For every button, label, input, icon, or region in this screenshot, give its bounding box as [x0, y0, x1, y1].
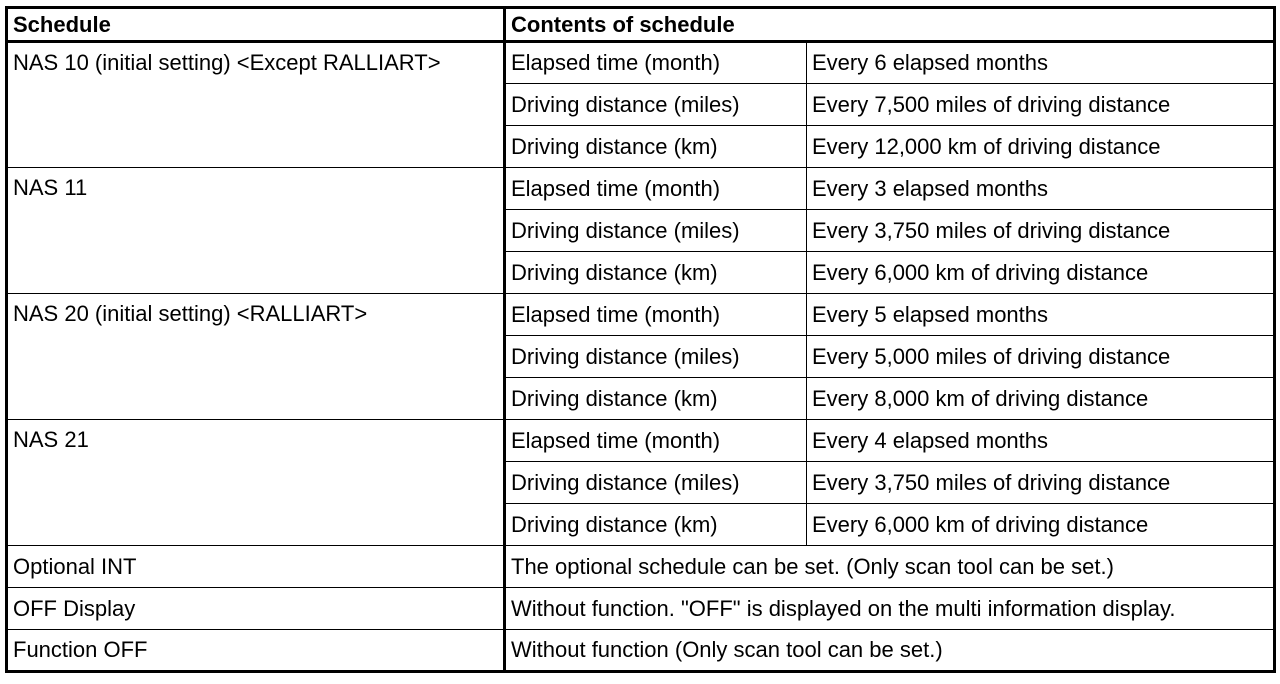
schedule-item-cell: Driving distance (miles)	[505, 336, 807, 378]
table-header-row	[7, 8, 1275, 42]
schedule-item-cell: Driving distance (km)	[505, 252, 807, 294]
schedule-item-cell: Driving distance (miles)	[505, 84, 807, 126]
schedule-value-cell: Every 7,500 miles of driving distance	[807, 84, 1275, 126]
table-row	[7, 630, 1275, 672]
schedule-item-cell: Elapsed time (month)	[505, 42, 807, 84]
schedule-item-cell: Driving distance (km)	[505, 504, 807, 546]
schedule-value-cell: Every 4 elapsed months	[807, 420, 1275, 462]
schedule-name-cell: Function OFF	[7, 630, 505, 672]
schedule-name-cell: NAS 20 (initial setting) <RALLIART>	[7, 294, 505, 420]
schedule-item-cell: Driving distance (km)	[505, 126, 807, 168]
schedule-item-cell: Driving distance (km)	[505, 378, 807, 420]
schedule-column-header: Schedule	[7, 8, 505, 42]
schedule-value-cell: Every 3,750 miles of driving distance	[807, 210, 1275, 252]
schedule-name-cell: NAS 21	[7, 420, 505, 546]
schedule-name-cell: OFF Display	[7, 588, 505, 630]
schedule-value-cell: Every 12,000 km of driving distance	[807, 126, 1275, 168]
table-row	[7, 294, 1275, 336]
schedule-item-cell: Elapsed time (month)	[505, 168, 807, 210]
schedule-item-cell: Driving distance (miles)	[505, 210, 807, 252]
schedule-contents-cell: The optional schedule can be set. (Only scan tool can be set.)	[505, 546, 1275, 588]
schedule-name-cell: NAS 10 (initial setting) <Except RALLIART>	[7, 42, 505, 168]
schedule-value-cell: Every 3,750 miles of driving distance	[807, 462, 1275, 504]
schedule-contents-cell: Without function (Only scan tool can be set.)	[505, 630, 1275, 672]
schedule-value-cell: Every 3 elapsed months	[807, 168, 1275, 210]
table-row	[7, 42, 1275, 84]
table-row	[7, 546, 1275, 588]
schedule-value-cell: Every 5,000 miles of driving distance	[807, 336, 1275, 378]
schedule-item-cell: Driving distance (miles)	[505, 462, 807, 504]
table-row	[7, 588, 1275, 630]
schedule-value-cell: Every 8,000 km of driving distance	[807, 378, 1275, 420]
schedule-table	[5, 6, 1276, 673]
contents-column-header: Contents of schedule	[505, 8, 1275, 42]
schedule-name-cell: Optional INT	[7, 546, 505, 588]
schedule-item-cell: Elapsed time (month)	[505, 420, 807, 462]
schedule-name-cell: NAS 11	[7, 168, 505, 294]
schedule-value-cell: Every 6 elapsed months	[807, 42, 1275, 84]
schedule-value-cell: Every 6,000 km of driving distance	[807, 504, 1275, 546]
table-row	[7, 420, 1275, 462]
schedule-contents-cell: Without function. "OFF" is displayed on the multi information display.	[505, 588, 1275, 630]
table-row	[7, 168, 1275, 210]
schedule-value-cell: Every 6,000 km of driving distance	[807, 252, 1275, 294]
schedule-value-cell: Every 5 elapsed months	[807, 294, 1275, 336]
schedule-item-cell: Elapsed time (month)	[505, 294, 807, 336]
